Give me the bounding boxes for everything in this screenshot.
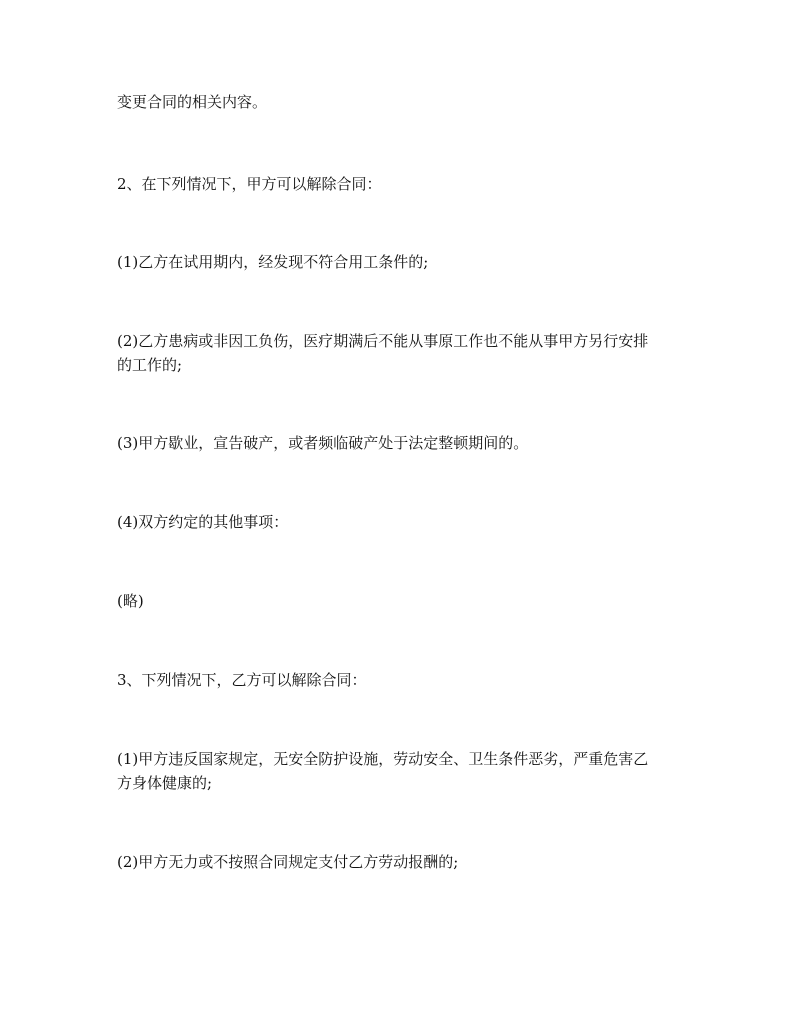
clause-3-heading: 3、下列情况下，乙方可以解除合同： (117, 671, 367, 689)
clause-3-item-2: (2)甲方无力或不按照合同规定支付乙方劳动报酬的; (117, 853, 459, 871)
clause-2-item-2-line-1: (2)乙方患病或非因工负伤，医疗期满后不能从事原工作也不能从事甲方另行安排 (117, 332, 649, 350)
text-line-continuation: 变更合同的相关内容。 (117, 93, 268, 111)
clause-2-item-3: (3)甲方歇业，宣告破产，或者频临破产处于法定整顿期间的。 (117, 434, 529, 452)
clause-2-heading: 2、在下列情况下，甲方可以解除合同： (117, 175, 382, 193)
omitted-note: (略) (117, 592, 144, 610)
clause-3-item-1-line-2: 方身体健康的; (117, 774, 213, 792)
clause-2-item-4: (4)双方约定的其他事项： (117, 513, 289, 531)
clause-2-item-2-line-2: 的工作的; (117, 356, 183, 374)
clause-2-item-1: (1)乙方在试用期内，经发现不符合用工条件的; (117, 253, 429, 271)
clause-3-item-1-line-1: (1)甲方违反国家规定，无安全防护设施，劳动安全、卫生条件恶劣，严重危害乙 (117, 750, 649, 768)
